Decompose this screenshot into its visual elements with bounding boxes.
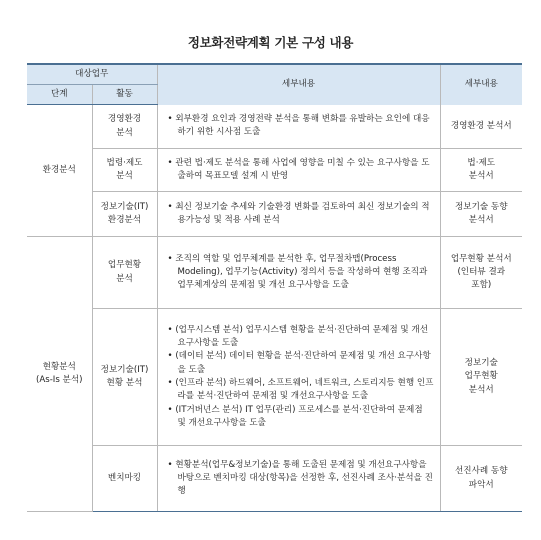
activity-cell: 정보기술(IT) 현황 분석 [92, 309, 157, 446]
output-cell: 정보기술 동향 분석서 [440, 192, 522, 237]
detail-cell [157, 446, 440, 512]
detail-list [168, 324, 434, 431]
detail-list [168, 253, 434, 293]
table-row [27, 149, 522, 192]
output-cell: 법·제도 분석서 [440, 149, 522, 192]
detail-item: • 조직의 역할 및 업무체계를 분석한 후, 업무절차맵(Process Modeling), 업무기능(Activity) 정의서 등을 작성하여 현행 조직과 업무체계상의 문제점 및 개선 요구사항을 도출 [168, 253, 434, 293]
detail-cell [157, 309, 440, 446]
header-activity: 활동 [92, 85, 157, 105]
detail-list [168, 459, 434, 499]
detail-item: • (IT거버넌스 분석) IT 업무(관리) 프로세스를 분석·진단하여 문제점 및 개선요구사항을 도출 [168, 404, 434, 431]
table-row [27, 105, 522, 149]
detail-list [168, 113, 434, 140]
table-row [27, 192, 522, 237]
activity-cell: 법령·제도 분석 [92, 149, 157, 192]
activity-cell: 경영환경 분석 [92, 105, 157, 149]
detail-cell [157, 149, 440, 192]
header-output: 세부내용 [440, 64, 522, 105]
detail-item: • (데이터 분석) 데이터 현황을 분석·진단하여 문제점 및 개선 요구사항을 도출 [168, 350, 434, 377]
detail-list [168, 157, 434, 184]
header-stage: 단계 [27, 85, 92, 105]
output-cell: 경영환경 분석서 [440, 105, 522, 149]
plan-table [27, 63, 522, 512]
activity-cell: 업무현황 분석 [92, 237, 157, 309]
table-row [27, 309, 522, 446]
stage-asis: 현황분석 (As-Is 분석) [27, 237, 92, 512]
detail-item: • 관련 법·제도 분석을 통해 사업에 영향을 미칠 수 있는 요구사항을 도출하여 목표모델 설계 시 반영 [168, 157, 434, 184]
detail-item: • 최신 정보기술 추세와 기술환경 변화를 검토하여 최신 정보기술의 적용가능성 및 적용 사례 분석 [168, 201, 434, 228]
detail-item: • (인프라 분석) 하드웨어, 소프트웨어, 네트워크, 스토리지등 현행 인프라를 분석·진단하여 문제점 및 개선요구사항을 도출 [168, 377, 434, 404]
output-cell: 선진사례 동향 파악서 [440, 446, 522, 512]
detail-cell [157, 192, 440, 237]
detail-item: • 외부환경 요인과 경영전략 분석을 통해 변화를 유발하는 요인에 대응하기 위한 시사점 도출 [168, 113, 434, 140]
activity-cell: 벤치마킹 [92, 446, 157, 512]
table-row [27, 446, 522, 512]
header-target: 대상업무 [27, 64, 157, 85]
detail-list [168, 201, 434, 228]
detail-item: • 현황분석(업무&정보기술)을 통해 도출된 문제점 및 개선요구사항을 바탕으로 벤치마킹 대상(항목)을 선정한 후, 선진사례 조사·분석을 진행 [168, 459, 434, 499]
document-title: 정보화전략계획 기본 구성 내용 [187, 35, 354, 50]
output-cell: 정보기술 업무현황 분석서 [440, 309, 522, 446]
detail-item: • (업무시스템 분석) 업무시스템 현황을 분석·진단하여 문제점 및 개선요구사항을 도출 [168, 324, 434, 351]
detail-cell [157, 105, 440, 149]
table-row [27, 237, 522, 309]
output-cell: 업무현황 분석서 (인터뷰 결과 포함) [440, 237, 522, 309]
header-detail: 세부내용 [157, 64, 440, 105]
stage-env: 환경분석 [27, 105, 92, 237]
activity-cell: 정보기술(IT) 환경분석 [92, 192, 157, 237]
detail-cell [157, 237, 440, 309]
